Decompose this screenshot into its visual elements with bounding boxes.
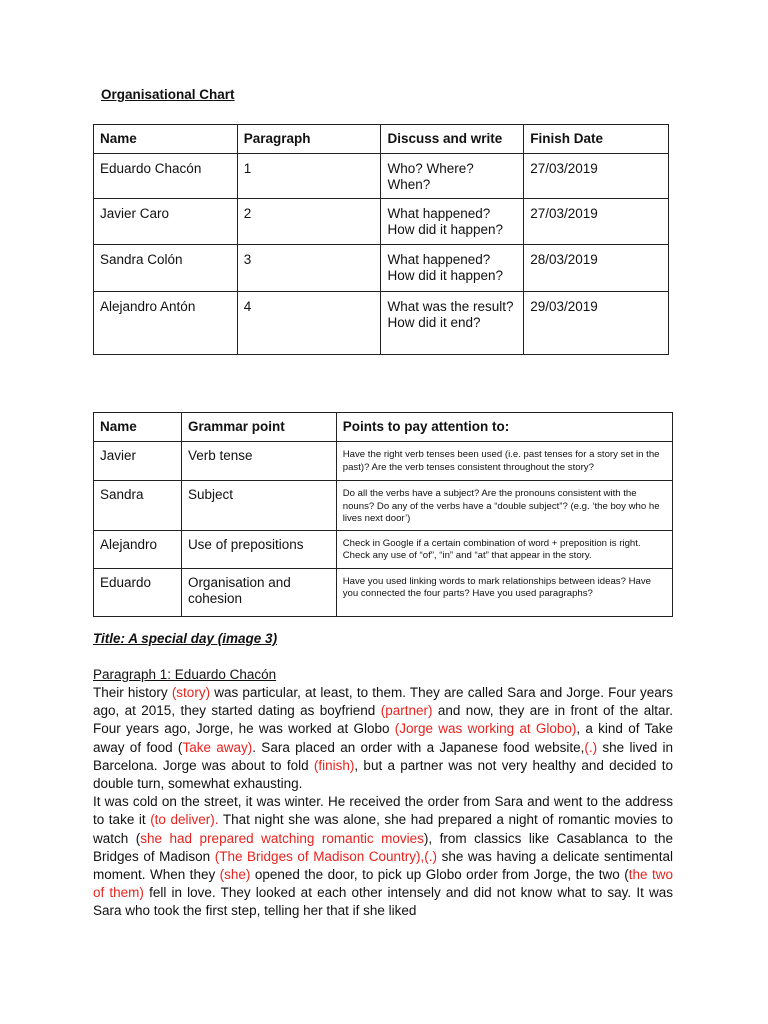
cell-notes: Do all the verbs have a subject? Are the pronouns consistent with the nouns? Do any of the verbs have a “double subject”? (e.g. ‘the boy who he lives next door’) — [336, 481, 672, 531]
correction-text: Take away) — [182, 739, 253, 755]
cell-finish-date: 27/03/2019 — [524, 154, 669, 199]
correction-text: (story) — [171, 685, 211, 700]
story-text: opened the door, to pick up Globo order from Jorge, the two ( — [250, 867, 629, 883]
story-paragraph-2 — [93, 793, 673, 920]
table-row — [94, 154, 669, 199]
cell-name: Javier — [94, 442, 182, 481]
correction-text: (finish) — [313, 757, 355, 773]
story-text: , but a partner was not very healthy and decided to double turn, somewhat exhausting. — [93, 757, 673, 792]
header-finish-date: Finish Date — [524, 125, 669, 154]
story-text: . Sara placed an order with a Japanese food website, — [252, 739, 585, 755]
cell-grammar-point: Organisation and cohesion — [181, 568, 336, 616]
story-text: fell in love. They looked at each other intensely and did not know what to say. It was Sara who took the first step, telling her that if she liked — [93, 885, 673, 919]
cell-finish-date: 29/03/2019 — [524, 292, 669, 355]
cell-notes: Have you used linking words to mark relationships between ideas? Have you connected the four parts? Have you used paragraphs? — [336, 568, 672, 616]
cell-name: Eduardo Chacón — [94, 154, 238, 199]
cell-name: Sandra Colón — [94, 245, 238, 292]
cell-name: Javier Caro — [94, 199, 238, 245]
table-row — [94, 442, 673, 481]
story-text: It was cold on the street, it was winter. He received the order from Sara and went to the address to take it — [93, 794, 673, 828]
header-points-to-pay-attention: Points to pay attention to: — [336, 413, 672, 442]
header-paragraph: Paragraph — [237, 125, 381, 154]
table-row — [94, 245, 669, 292]
story-text: and now, they are in front of the altar. Four years ago, Jorge, he was worked at Globo — [93, 703, 673, 737]
page-title: Organisational Chart — [101, 87, 235, 102]
story-title: Title: A special day (image 3) — [93, 631, 278, 646]
table-row — [94, 568, 673, 616]
correction-text: (to deliver). — [150, 812, 219, 828]
table-row — [94, 199, 669, 245]
cell-paragraph: 4 — [237, 292, 381, 355]
story-text: she lived in Barcelona. Jorge was about to fold — [93, 739, 674, 773]
header-name: Name — [94, 125, 238, 154]
cell-finish-date: 27/03/2019 — [524, 199, 669, 245]
cell-notes: Check in Google if a certain combination of word + preposition is right. Check any use of “of”, “in” and “at” that appear in the story. — [336, 530, 672, 568]
table-row — [94, 530, 673, 568]
cell-name: Alejandro — [94, 530, 182, 568]
correction-text: (.) — [584, 739, 598, 755]
cell-discuss: Who? Where? When? — [381, 154, 524, 199]
cell-discuss: What happened? How did it happen? — [381, 199, 524, 245]
cell-name: Alejandro Antón — [94, 292, 238, 355]
story-text: , a kind of Take away of food ( — [93, 721, 673, 755]
cell-name: Eduardo — [94, 568, 182, 616]
cell-discuss: What was the result? How did it end? — [381, 292, 524, 355]
correction-text: the two of them) — [93, 867, 673, 901]
story-text: she was having a delicate sentimental moment. When they — [93, 848, 673, 883]
correction-text: (she) — [219, 867, 251, 883]
header-grammar-point: Grammar point — [181, 413, 336, 442]
correction-text: she had prepared watching romantic movies — [140, 830, 424, 846]
correction-text: (The Bridges of Madison Country),(.) — [214, 848, 438, 864]
table-header-row — [94, 413, 673, 442]
cell-notes: Have the right verb tenses been used (i.e. past tenses for a story set in the past)? Are the verb tenses consistent throughout the story? — [336, 442, 672, 481]
cell-discuss: What happened? How did it happen? — [381, 245, 524, 292]
header-discuss-and-write: Discuss and write — [381, 125, 524, 154]
cell-finish-date: 28/03/2019 — [524, 245, 669, 292]
cell-grammar-point: Subject — [181, 481, 336, 531]
organisational-chart-table — [93, 124, 669, 355]
story-paragraph-1 — [93, 684, 673, 793]
table-header-row — [94, 125, 669, 154]
grammar-points-table — [93, 412, 673, 617]
cell-paragraph: 2 — [237, 199, 381, 245]
story-body — [93, 684, 673, 921]
cell-paragraph: 1 — [237, 154, 381, 199]
header-name: Name — [94, 413, 182, 442]
paragraph-heading: Paragraph 1: Eduardo Chacón — [93, 667, 277, 682]
story-text: was particular, at least, to them. They are called Sara and Jorge. Four years ago, at 2015, they started dating as boyfriend — [93, 685, 673, 719]
cell-grammar-point: Use of prepositions — [181, 530, 336, 568]
cell-paragraph: 3 — [237, 245, 381, 292]
story-text: That night she was alone, she had prepared a night of romantic movies to watch ( — [93, 812, 673, 846]
correction-text: (partner) — [380, 703, 433, 719]
story-text: Their history — [93, 685, 172, 700]
table-row — [94, 481, 673, 531]
table-row — [94, 292, 669, 355]
cell-grammar-point: Verb tense — [181, 442, 336, 481]
cell-name: Sandra — [94, 481, 182, 531]
story-text: ), from classics like Casablanca to the Bridges of Madison — [93, 830, 673, 864]
correction-text: (Jorge was working at Globo) — [394, 721, 577, 737]
